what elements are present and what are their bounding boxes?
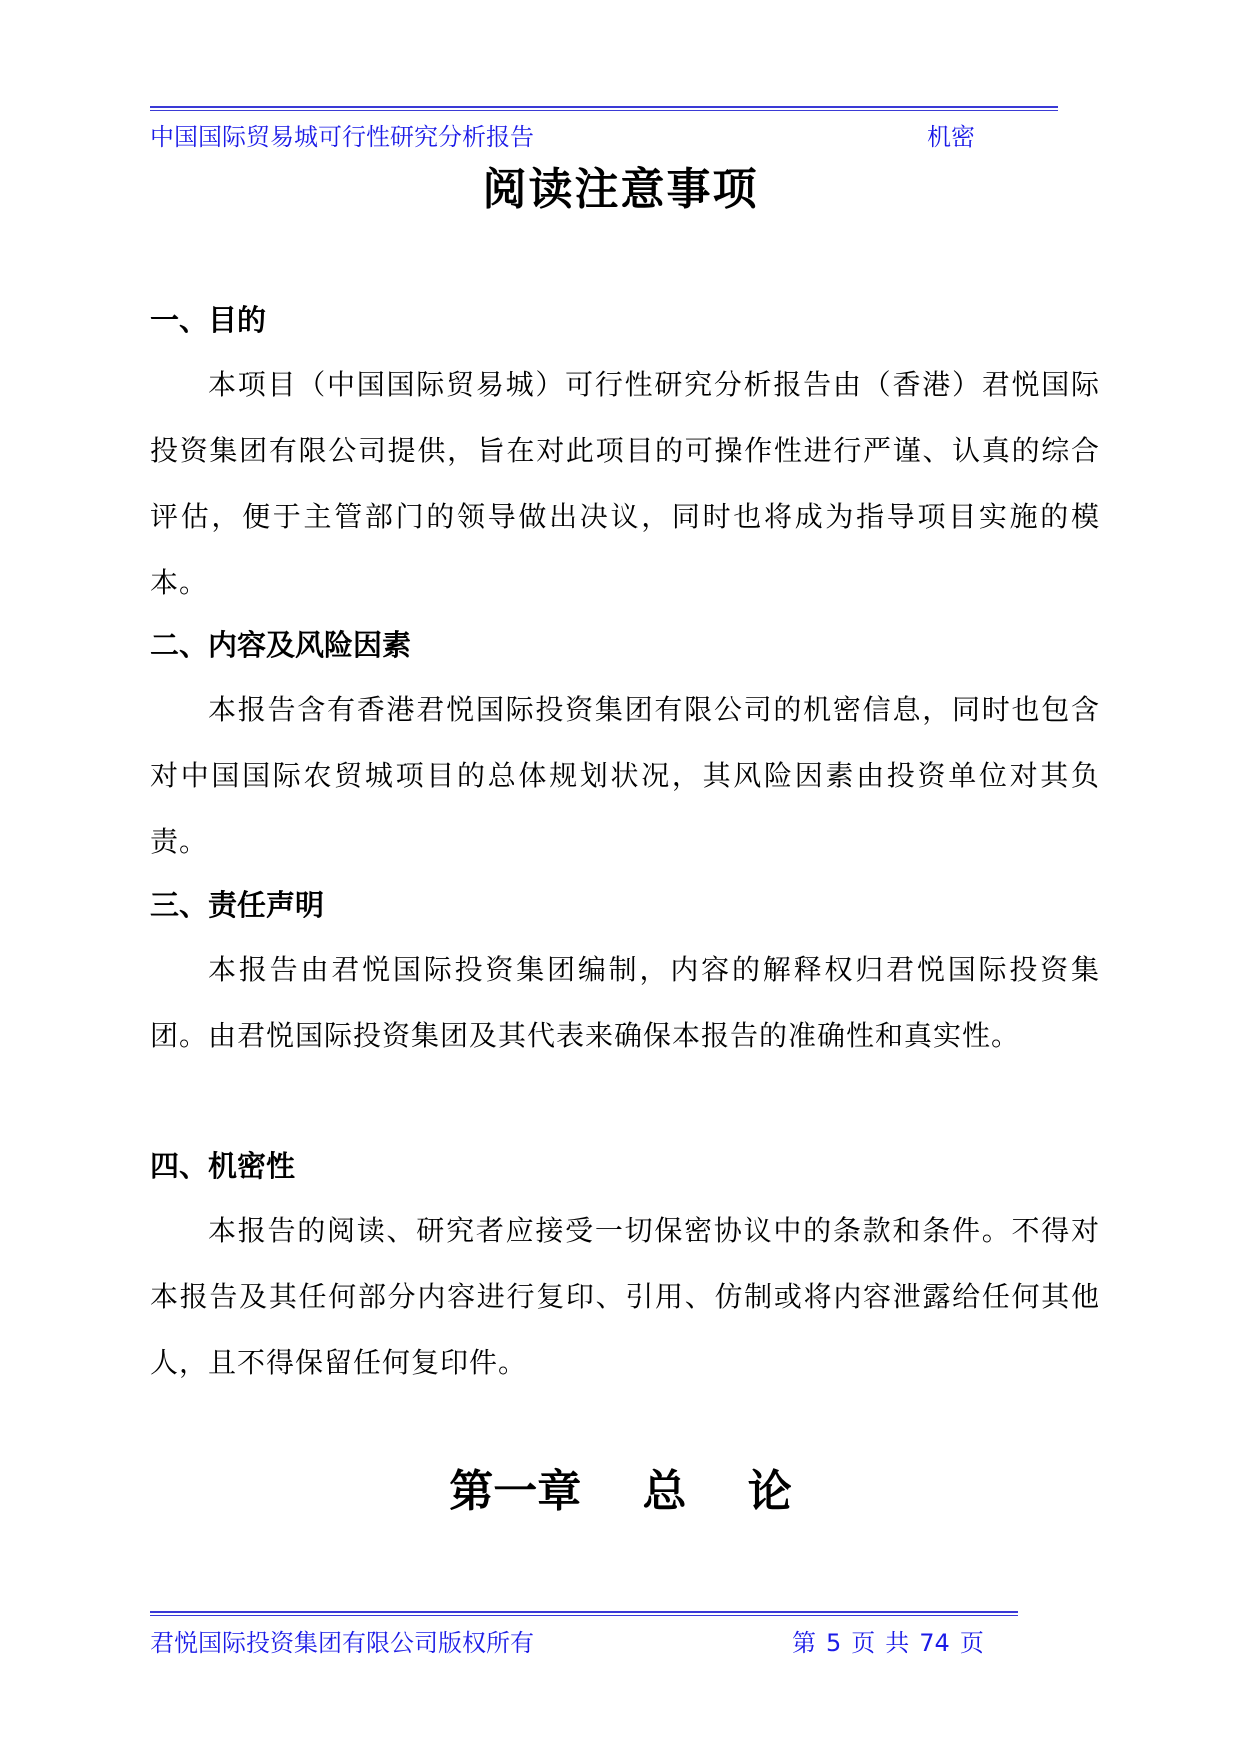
section-content-and-risk [150, 625, 1100, 875]
total-pages: 74 [919, 1629, 950, 1657]
chapter-title: 第一章 总 论 [449, 1466, 792, 1517]
section-confidentiality [150, 1146, 1100, 1396]
page-number: 5 [826, 1629, 842, 1657]
section-body: 本报告含有香港君悦国际投资集团有限公司的机密信息，同时也包含对中国国际农贸城项目的总体规划状况，其风险因素由投资单位对其负责。 [150, 693, 1100, 858]
total-prefix: 共 [885, 1629, 910, 1657]
section-heading: 一、目的 [150, 303, 267, 337]
section-heading: 三、责任声明 [150, 888, 325, 922]
section-liability [150, 885, 1100, 1069]
page-title: 阅读注意事项 [482, 164, 759, 215]
section-body: 本项目（中国国际贸易城）可行性研究分析报告由（香港）君悦国际投资集团有限公司提供，旨在对此项目的可操作性进行严谨、认真的综合评估，便于主管部门的领导做出决议，同时也将成为指导项目实施的模本。 [150, 368, 1100, 599]
footer-copyright: 君悦国际投资集团有限公司版权所有 [150, 1629, 534, 1657]
page-prefix: 第 [792, 1629, 816, 1657]
section-heading: 四、机密性 [150, 1149, 296, 1183]
section-purpose [150, 300, 1100, 616]
section-heading: 二、内容及风险因素 [150, 628, 412, 662]
footer-rule [150, 1611, 1018, 1616]
total-unit: 页 [959, 1629, 984, 1657]
header-confidential-label: 机密 [927, 123, 975, 151]
section-body: 本报告的阅读、研究者应接受一切保密协议中的条款和条件。不得对本报告及其任何部分内容进行复印、引用、仿制或将内容泄露给任何其他人，且不得保留任何复印件。 [150, 1214, 1100, 1379]
header-rule [150, 106, 1058, 111]
section-body: 本报告由君悦国际投资集团编制，内容的解释权归君悦国际投资集团。由君悦国际投资集团及其代表来确保本报告的准确性和真实性。 [150, 953, 1100, 1052]
header-doc-title: 中国国际贸易城可行性研究分析报告 [150, 123, 534, 151]
page-unit: 页 [851, 1629, 876, 1657]
footer-page-indicator [792, 1628, 994, 1658]
